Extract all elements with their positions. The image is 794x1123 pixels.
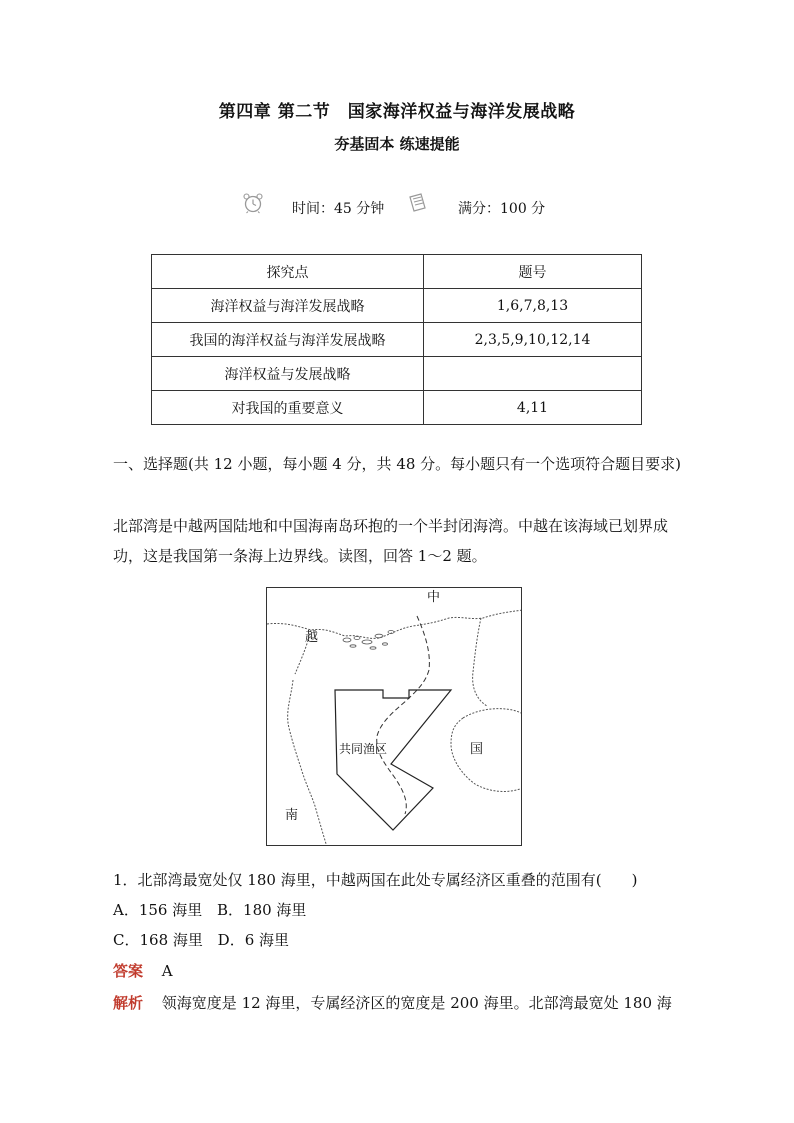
table-cell: 4,11 (424, 391, 642, 425)
label-common-zone: 共同渔区 (339, 742, 388, 756)
table-row (152, 391, 642, 425)
table-row (152, 357, 642, 391)
table-row (152, 289, 642, 323)
table-cell: 我国的海洋权益与海洋发展战略 (152, 323, 424, 357)
label-zhong: 中 (427, 590, 441, 605)
table-cell: 海洋权益与海洋发展战略 (152, 289, 424, 323)
analysis-text: 领海宽度是 12 海里，专属经济区的宽度是 200 海里。北部湾最宽处 180 海 (161, 994, 672, 1012)
answer-value: A (161, 962, 173, 980)
island-cluster (343, 631, 394, 650)
section-heading: 一、选择题(共 12 小题，每小题 4 分，共 48 分。每小题只有一个选项符合题目要求) (113, 455, 682, 473)
question-intro: 北部湾是中越两国陆地和中国海南岛环抱的一个半封闭海湾。中越在该海域已划界成功，这是我国第一条海上边界线。读图，回答 1～2 题。 (113, 517, 669, 565)
alarm-clock-icon (242, 192, 264, 218)
label-yue: 越 (305, 630, 319, 645)
common-fishing-zone (335, 690, 451, 830)
table-cell: 2,3,5,9,10,12,14 (424, 323, 642, 357)
gulf-map (266, 587, 522, 846)
hainan-island (451, 709, 522, 792)
options-row (113, 899, 306, 920)
answer-label: 答案 (113, 962, 144, 980)
analysis-label: 解析 (113, 994, 144, 1012)
table-cell (424, 357, 642, 391)
table-header: 题号 (424, 255, 642, 289)
label-nan: 南 (285, 808, 299, 823)
eastern-coastline (473, 618, 487, 706)
question-stem: 1．北部湾最宽处仅 180 海里，中越两国在此处专属经济区重叠的范围有( ) (113, 871, 638, 889)
page-title: 第四章 第二节 国家海洋权益与海洋发展战略 (218, 102, 576, 122)
maritime-boundary (377, 616, 430, 814)
option-b: B．180 海里 (217, 901, 307, 919)
full-score: 满分：100 分 (458, 201, 546, 217)
option-a: A．156 海里 (113, 901, 203, 919)
table-row (152, 323, 642, 357)
table-cell: 对我国的重要意义 (152, 391, 424, 425)
page-subtitle: 夯基固本 练速提能 (334, 135, 460, 153)
analysis-line (113, 992, 672, 1013)
topic-table (151, 254, 642, 425)
option-c: C．168 海里 (113, 931, 203, 949)
label-guo: 国 (470, 742, 484, 757)
table-header-row (152, 255, 642, 289)
options-row (113, 929, 289, 950)
table-cell: 1,6,7,8,13 (424, 289, 642, 323)
option-d: D．6 海里 (217, 931, 290, 949)
table-header: 探究点 (152, 255, 424, 289)
answer-line (113, 960, 173, 981)
table-cell: 海洋权益与发展战略 (152, 357, 424, 391)
paper-score-icon (406, 192, 428, 218)
time-limit: 时间：45 分钟 (292, 201, 385, 217)
